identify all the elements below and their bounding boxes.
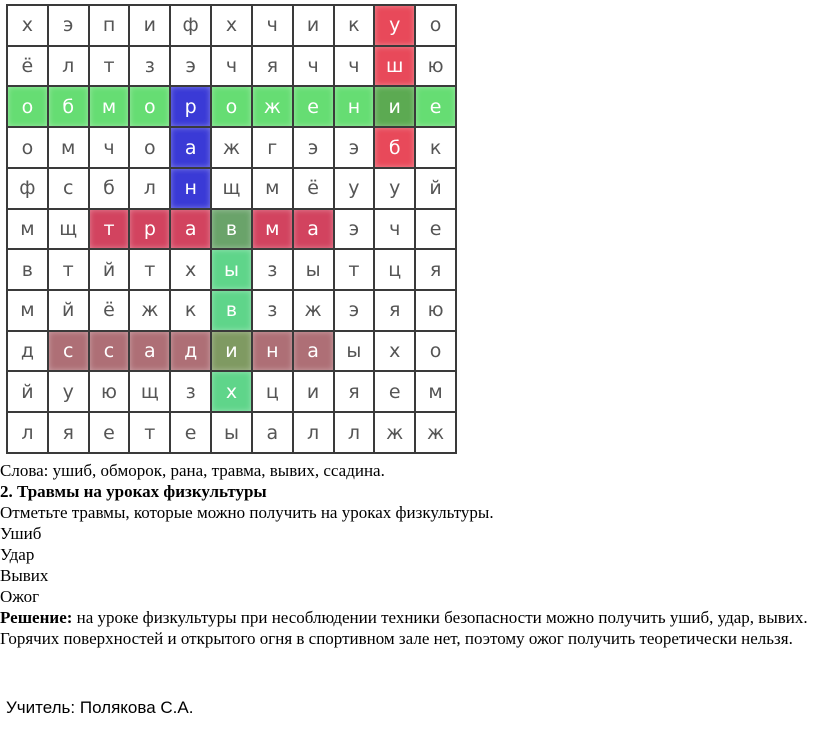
grid-cell: й	[89, 249, 130, 290]
grid-cell: и	[293, 5, 334, 46]
grid-cell: у	[48, 371, 89, 412]
grid-cell: х	[211, 371, 252, 412]
grid-cell: ч	[89, 127, 130, 168]
grid-cell: п	[89, 5, 130, 46]
grid-cell: ё	[293, 168, 334, 209]
grid-row	[7, 249, 456, 290]
grid-row	[7, 209, 456, 250]
grid-cell: э	[334, 127, 375, 168]
solution	[0, 607, 816, 649]
grid-cell: о	[129, 86, 170, 127]
teacher-signature: Учитель: Полякова С.А.	[6, 698, 194, 717]
grid-cell: ю	[89, 371, 130, 412]
grid-cell: м	[48, 127, 89, 168]
grid-cell: х	[7, 5, 48, 46]
grid-cell: т	[48, 249, 89, 290]
grid-row	[7, 127, 456, 168]
grid-cell: а	[129, 331, 170, 372]
letter-table	[6, 4, 457, 454]
grid-cell: о	[7, 127, 48, 168]
grid-cell: у	[374, 168, 415, 209]
grid-cell: л	[293, 412, 334, 453]
grid-cell: щ	[211, 168, 252, 209]
grid-cell: л	[48, 46, 89, 87]
grid-cell: ф	[7, 168, 48, 209]
grid-cell: ш	[374, 46, 415, 87]
grid-cell: и	[129, 5, 170, 46]
grid-cell: ф	[170, 5, 211, 46]
grid-row	[7, 5, 456, 46]
grid-cell: х	[211, 5, 252, 46]
grid-cell: ц	[374, 249, 415, 290]
grid-cell: у	[374, 5, 415, 46]
grid-cell: ж	[415, 412, 456, 453]
grid-cell: я	[415, 249, 456, 290]
instruction: Отметьте травмы, которые можно получить на уроках физкультуры.	[0, 503, 494, 522]
grid-cell: о	[7, 86, 48, 127]
grid-cell: я	[252, 46, 293, 87]
option-item: Вывих	[0, 566, 49, 585]
grid-cell: л	[334, 412, 375, 453]
grid-cell: м	[415, 371, 456, 412]
grid-cell: ы	[293, 249, 334, 290]
grid-cell: н	[334, 86, 375, 127]
grid-cell: т	[89, 209, 130, 250]
grid-cell: е	[293, 86, 334, 127]
grid-cell: а	[170, 209, 211, 250]
grid-cell: х	[374, 331, 415, 372]
grid-cell: т	[129, 412, 170, 453]
grid-cell: з	[252, 249, 293, 290]
grid-cell: к	[415, 127, 456, 168]
grid-cell: й	[415, 168, 456, 209]
option-item: Удар	[0, 545, 35, 564]
grid-cell: к	[334, 5, 375, 46]
grid-cell: о	[211, 86, 252, 127]
grid-cell: м	[89, 86, 130, 127]
grid-cell: н	[252, 331, 293, 372]
grid-cell: б	[89, 168, 130, 209]
grid-cell: й	[48, 290, 89, 331]
option-item: Ушиб	[0, 524, 42, 543]
grid-cell: б	[374, 127, 415, 168]
grid-cell: р	[170, 86, 211, 127]
grid-cell: е	[374, 371, 415, 412]
grid-cell: с	[48, 331, 89, 372]
grid-cell: ж	[293, 290, 334, 331]
grid-cell: о	[415, 331, 456, 372]
solution-label: Решение:	[0, 608, 73, 627]
grid-cell: з	[170, 371, 211, 412]
grid-cell: м	[7, 209, 48, 250]
grid-cell: т	[89, 46, 130, 87]
grid-cell: з	[252, 290, 293, 331]
grid-cell: и	[293, 371, 334, 412]
grid-cell: я	[334, 371, 375, 412]
grid-cell: щ	[48, 209, 89, 250]
grid-cell: ю	[415, 46, 456, 87]
grid-cell: й	[7, 371, 48, 412]
grid-cell: ч	[293, 46, 334, 87]
grid-cell: ы	[211, 249, 252, 290]
grid-cell: г	[252, 127, 293, 168]
grid-cell: и	[374, 86, 415, 127]
grid-cell: в	[211, 290, 252, 331]
grid-cell: ы	[334, 331, 375, 372]
grid-row	[7, 371, 456, 412]
grid-cell: э	[293, 127, 334, 168]
grid-cell: т	[334, 249, 375, 290]
grid-cell: м	[252, 209, 293, 250]
grid-row	[7, 331, 456, 372]
grid-cell: с	[89, 331, 130, 372]
grid-cell: ё	[7, 46, 48, 87]
section-title: 2. Травмы на уроках физкультуры	[0, 482, 267, 501]
grid-cell: э	[170, 46, 211, 87]
grid-cell: ы	[211, 412, 252, 453]
grid-cell: ж	[211, 127, 252, 168]
task-text	[0, 460, 816, 649]
grid-cell: я	[374, 290, 415, 331]
words-list: Слова: ушиб, обморок, рана, травма, вывих, ссадина.	[0, 461, 385, 480]
grid-cell: н	[170, 168, 211, 209]
grid-cell: о	[129, 127, 170, 168]
grid-cell: л	[129, 168, 170, 209]
grid-cell: щ	[129, 371, 170, 412]
word-search-grid	[6, 4, 457, 454]
grid-cell: з	[129, 46, 170, 87]
grid-cell: д	[7, 331, 48, 372]
grid-cell: е	[415, 209, 456, 250]
grid-cell: е	[170, 412, 211, 453]
option-item: Ожог	[0, 587, 40, 606]
grid-cell: м	[7, 290, 48, 331]
grid-row	[7, 86, 456, 127]
grid-cell: и	[211, 331, 252, 372]
grid-cell: э	[334, 290, 375, 331]
grid-cell: ц	[252, 371, 293, 412]
grid-cell: э	[334, 209, 375, 250]
grid-cell: ч	[334, 46, 375, 87]
grid-cell: ж	[252, 86, 293, 127]
grid-cell: в	[211, 209, 252, 250]
grid-cell: о	[415, 5, 456, 46]
grid-cell: а	[293, 209, 334, 250]
grid-cell: э	[48, 5, 89, 46]
grid-cell: е	[89, 412, 130, 453]
grid-cell: ю	[415, 290, 456, 331]
grid-cell: х	[170, 249, 211, 290]
grid-row	[7, 290, 456, 331]
grid-cell: ч	[252, 5, 293, 46]
grid-cell: в	[7, 249, 48, 290]
grid-row	[7, 46, 456, 87]
grid-cell: а	[293, 331, 334, 372]
grid-row	[7, 168, 456, 209]
grid-cell: к	[170, 290, 211, 331]
grid-row	[7, 412, 456, 453]
grid-cell: а	[252, 412, 293, 453]
grid-cell: б	[48, 86, 89, 127]
grid-cell: м	[252, 168, 293, 209]
solution-text: на уроке физкультуры при несоблюдении техники безопасности можно получить ушиб, удар, вывих. Горячих поверхностей и открытого огня в спортивном зале нет, поэтому ожог получить теоретически нельзя.	[0, 608, 808, 648]
grid-cell: я	[48, 412, 89, 453]
grid-cell: л	[7, 412, 48, 453]
grid-cell: д	[170, 331, 211, 372]
grid-cell: т	[129, 249, 170, 290]
grid-cell: ч	[374, 209, 415, 250]
grid-cell: р	[129, 209, 170, 250]
grid-cell: ё	[89, 290, 130, 331]
grid-cell: у	[334, 168, 375, 209]
grid-cell: е	[415, 86, 456, 127]
grid-cell: а	[170, 127, 211, 168]
grid-cell: ж	[374, 412, 415, 453]
grid-cell: ж	[129, 290, 170, 331]
grid-cell: ч	[211, 46, 252, 87]
grid-cell: с	[48, 168, 89, 209]
